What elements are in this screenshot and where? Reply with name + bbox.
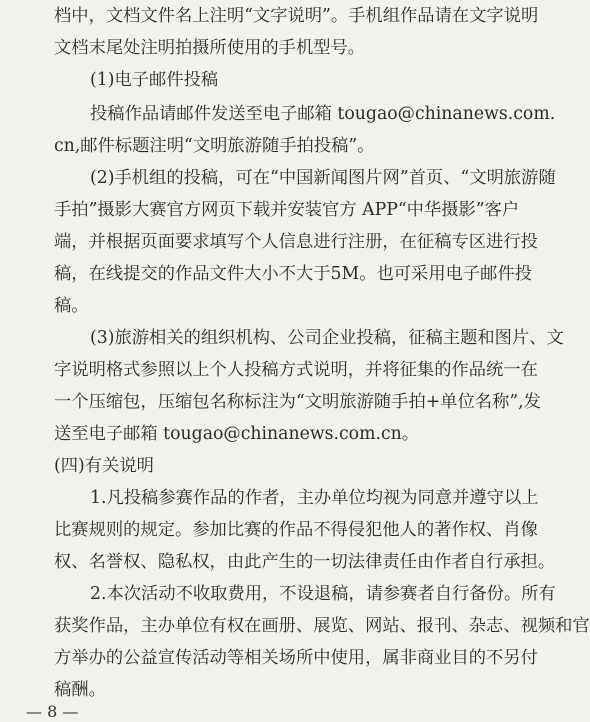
text-line: 送至电子邮箱 tougao@chinanews.com.cn。 <box>54 424 420 444</box>
section-heading: (四)有关说明 <box>54 456 154 476</box>
text-line: 1.凡投稿参赛作品的作者，主办单位均视为同意并遵守以上 <box>90 488 539 508</box>
text-line: 稿。 <box>54 296 89 316</box>
text-line: 端，并根据页面要求填写个人信息进行注册，在征稿专区进行投 <box>54 232 538 252</box>
text-line: 投稿作品请邮件发送至电子邮箱 tougao@chinanews.com. <box>90 104 556 124</box>
text-line: 字说明格式参照以上个人投稿方式说明，并将征集的作品统一在 <box>54 360 538 380</box>
text-line: 稿酬。 <box>54 680 106 700</box>
text-line: 比赛规则的规定。参加比赛的作品不得侵犯他人的著作权、肖像 <box>54 520 538 540</box>
text-line: 权、名誉权、隐私权，由此产生的一切法律责任由作者自行承担。 <box>54 552 556 572</box>
page-number: — 8 — <box>26 702 79 721</box>
section-heading: (1)电子邮件投稿 <box>90 70 219 90</box>
text-line: (3)旅游相关的组织机构、公司企业投稿，征稿主题和图片、文 <box>90 328 564 348</box>
text-line: 稿，在线提交的作品文件大小不大于5M。也可采用电子邮件投 <box>54 264 533 284</box>
text-line: 获奖作品，主办单位有权在画册、展览、网站、报刊、杂志、视频和官 <box>54 616 590 636</box>
text-line: 手拍”摄影大赛官方网页下载并安装官方 APP“中华摄影”客户 <box>54 200 520 220</box>
text-line: (2)手机组的投稿，可在“中国新闻图片网”首页、“文明旅游随 <box>90 168 556 188</box>
text-line: 文档末尾处注明拍摄所使用的手机型号。 <box>54 38 366 58</box>
text-line: 档中，文档文件名上注明“文字说明”。手机组作品请在文字说明 <box>54 6 539 26</box>
text-line: 2.本次活动不收取费用，不设退稿，请参赛者自行备份。所有 <box>90 584 556 604</box>
text-line: 一个压缩包，压缩包名称标注为“文明旅游随手拍+单位名称”,发 <box>54 392 541 412</box>
text-line: 方举办的公益宣传活动等相关场所中使用，属非商业目的不另付 <box>54 648 538 668</box>
text-line: cn,邮件标题注明“文明旅游随手拍投稿”。 <box>54 136 375 156</box>
